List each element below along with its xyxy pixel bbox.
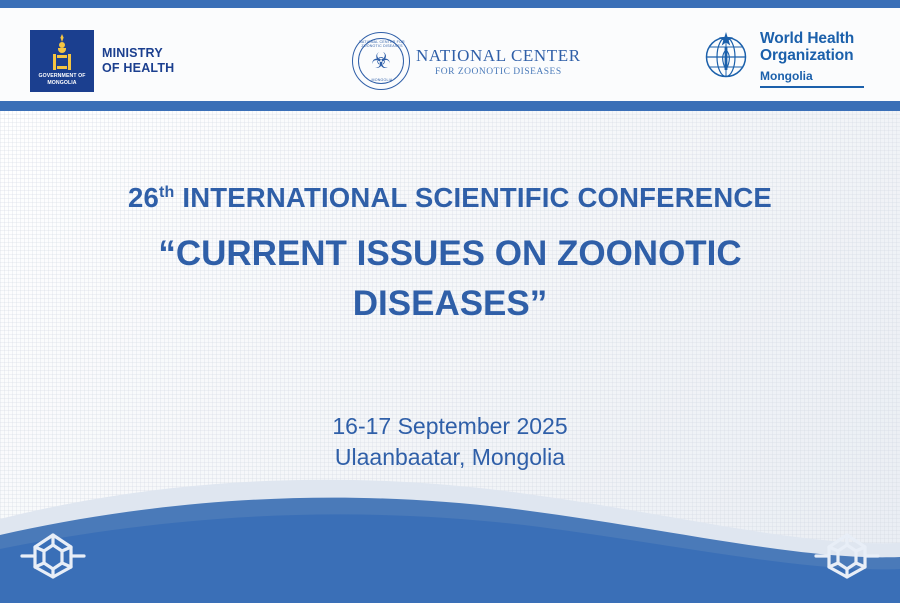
who-underline-divider: [760, 86, 864, 88]
event-details-block: [0, 411, 900, 473]
page-title: “CURRENT ISSUES ON ZOONOTIC DISEASES”: [158, 234, 742, 324]
mongolia-state-emblem-icon: [30, 30, 94, 92]
ministry-label-line2: OF HEALTH: [102, 61, 175, 75]
ministry-label-line1: MINISTRY: [102, 46, 163, 60]
logo-national-center-zoonotic-diseases: [352, 32, 581, 90]
soyombo-symbol-icon: [51, 34, 73, 70]
ministry-of-health-label: [102, 46, 174, 76]
ncz-seal-icon: [352, 32, 410, 90]
who-label-line1: World Health: [760, 30, 855, 47]
ncz-seal-bottom-text: MONGOLIA: [371, 78, 393, 82]
ncz-seal-top-text: NATIONAL CENTER FOR ZOONOTIC DISEASES: [359, 40, 405, 48]
conference-ordinal-suffix: th: [159, 184, 175, 201]
ncz-label-line2: FOR ZOONOTIC DISEASES: [435, 67, 562, 77]
emblem-caption-line1: GOVERNMENT OF: [38, 73, 86, 79]
ncz-label: [416, 46, 581, 78]
conference-subtitle-line: [0, 176, 900, 215]
top-accent-bar: [0, 0, 900, 8]
emblem-caption-line2: MONGOLIA: [47, 79, 77, 86]
who-country-label: Mongolia: [760, 69, 813, 83]
slide-body: [0, 111, 900, 603]
event-location: Ulaanbaatar, Mongolia: [334, 444, 566, 470]
bottom-accent-bar: [0, 597, 900, 603]
logo-ministry-of-health: [30, 30, 174, 92]
biohazard-icon: ☣: [371, 48, 391, 73]
who-label: [760, 30, 854, 83]
ncz-label-line1: NATIONAL CENTER: [416, 46, 581, 65]
who-label-line2: Organization: [760, 47, 854, 64]
header-logo-band: [0, 8, 900, 101]
logo-world-health-organization: [700, 30, 854, 83]
mongolian-knot-left-icon: [16, 527, 90, 585]
emblem-caption: [30, 73, 94, 86]
who-emblem-icon: [700, 30, 752, 82]
conference-subtitle-rest: INTERNATIONAL SCIENTIFIC CONFERENCE: [174, 182, 772, 214]
conference-title-block: [0, 176, 900, 329]
header-divider-bar: [0, 101, 900, 111]
mongolian-knot-right-icon: [810, 527, 884, 585]
event-dates: 16-17 September 2025: [332, 413, 568, 439]
conference-ordinal-number: 26: [128, 182, 160, 214]
